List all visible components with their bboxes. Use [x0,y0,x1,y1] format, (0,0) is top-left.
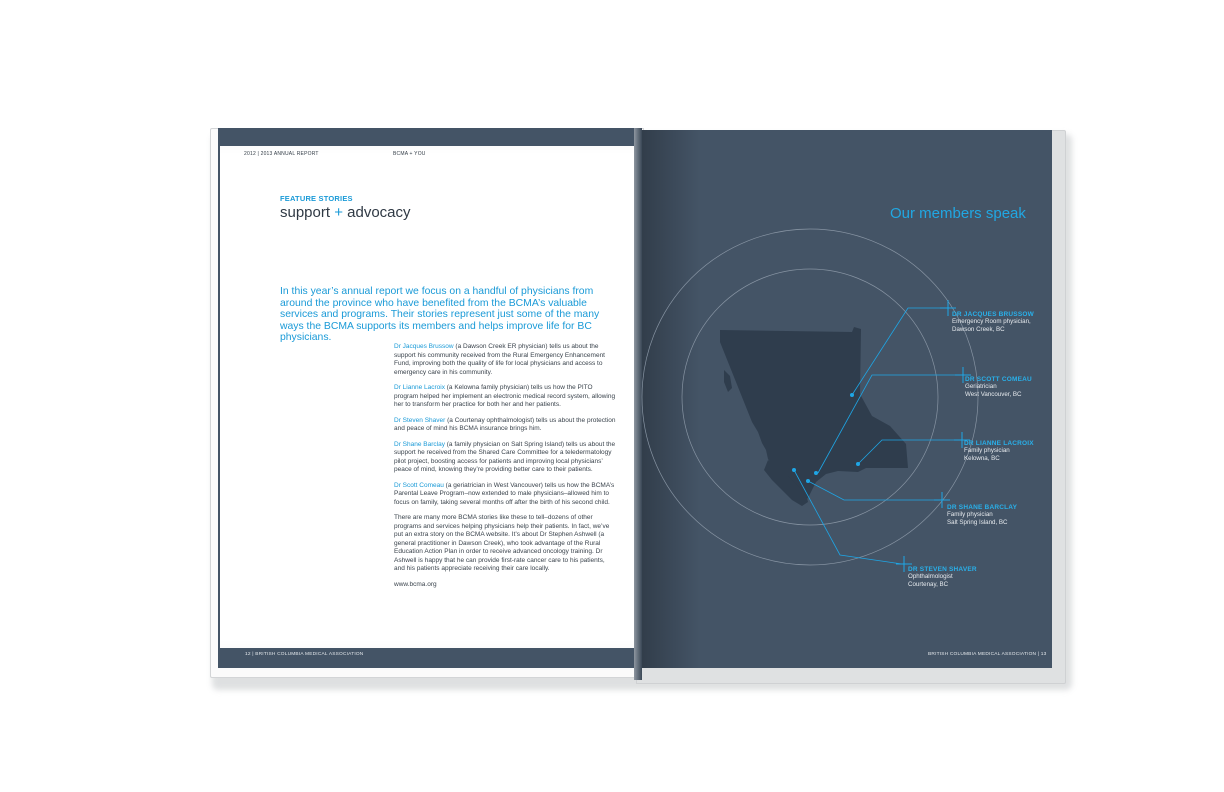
member-location: Dawson Creek, BC [952,325,1005,333]
member-name: DR STEVEN SHAVER [908,566,977,573]
member-role: Emergency Room physician, [952,318,1031,326]
intro-paragraph: In this year’s annual report we focus on a handful of physicians from around the province who have benefited from the BCMA’s valuable services and programs. Their stories represent just some of the many ways the BCMA supports its members and helps improve life for BC physicians. [280,286,600,344]
story-physician-name: Dr Shane Barclay [394,440,445,448]
member-location: Kelowna, BC [964,454,1000,462]
story-physician-name: Dr Steven Shaver [394,416,446,424]
title-part-2: advocacy [342,204,411,221]
plus-markers [896,300,971,572]
story-text: (a Dawson Creek ER physician) tells us about the support his community received from the Rural Emergency Enhancement Fund, improving both the quality of life for local physicians and access to emergency care in his community. [394,343,605,376]
haida-gwaii-shape [724,370,732,392]
title-plus: + [334,204,343,221]
leader-line-barclay [808,481,942,500]
story-paragraph [394,441,616,475]
member-role: Family physician [947,511,993,519]
member-role: Ophthalmologist [908,573,953,581]
left-footer: 12 | BRITISH COLUMBIA MEDICAL ASSOCIATION [245,652,364,657]
closing-paragraph: There are many more BCMA stories like these to tell–dozens of other programs and services helping physicians help their patients. In fact, we’ve put an extra story on the BCMA website. It’s about Dr Stephen Ashwell (a general practitioner in Dawson Creek), who took advantage of the Rural Education Action Plan in order to receive advanced oncology training. Dr Ashwell is happy that he can provide first-rate cancer care to his patients, and his patients appreciate receiving their care locally. [394,514,610,572]
member-name: DR SHANE BARCLAY [947,504,1018,511]
story-paragraph [394,482,616,508]
bc-province-shape [720,327,908,502]
location-dot [792,468,796,472]
member-label-lacroix [964,440,1034,462]
section-label: BCMA + YOU [393,151,426,157]
story-text: (a Courtenay ophthalmologist) tells us about the protection and peace of mind his BCMA insurance brings him. [394,416,616,432]
leader-line-brussow [852,308,948,395]
member-name: DR JACQUES BRUSSOW [952,311,1034,318]
story-text: (a family physician on Salt Spring Island) tells us about the support he received from the Shared Care Committee for a teledermatology pilot project, boosting access for patients and improving local physicians’ peace of mind, knowing they’re providing better care to their patients. [394,440,616,473]
member-location: West Vancouver, BC [965,390,1022,398]
member-label-barclay [947,504,1017,526]
member-role: Geriatrician [965,383,997,391]
member-role: Family physician [964,447,1010,455]
page-title [280,204,411,221]
member-name: DR SCOTT COMEAU [965,376,1032,383]
member-label-brussow [952,311,1034,333]
story-physician-name: Dr Lianne Lacroix [394,384,445,391]
report-label: 2012 | 2013 ANNUAL REPORT [244,151,319,157]
member-location: Salt Spring Island, BC [947,518,1008,526]
members-speak-title: Our members speak [890,205,1026,222]
stories-column [394,343,616,596]
location-dot [806,479,810,483]
story-physician-name: Dr Jacques Brussow [394,343,454,350]
story-paragraph [394,417,616,434]
story-text: (a geriatrician in West Vancouver) tells us how the BCMA’s Parental Leave Program–now extended to male physicians–allowed him to focus on family, taking several months off after the birth of his second child. [394,481,615,506]
member-label-comeau [965,376,1032,398]
story-text: (a Kelowna family physician) tells us how the PITO program helped her implement an electronic medical record system, allowing her to transform her practice for both her and her patients. [394,384,616,408]
story-paragraph [394,343,616,377]
member-label-shaver [908,566,977,588]
story-physician-name: Dr Scott Comeau [394,481,444,489]
location-dot [850,393,854,397]
story-paragraph [394,384,616,410]
feature-stories-kicker: FEATURE STORIES [280,194,353,203]
title-part-1: support [280,204,335,221]
location-dot [856,462,860,466]
website-link[interactable]: www.bcma.org [394,580,437,588]
member-location: Courtenay, BC [908,580,949,588]
bc-map-graphic [640,130,1052,668]
right-footer: BRITISH COLUMBIA MEDICAL ASSOCIATION | 13 [928,652,1047,657]
member-name: DR LIANNE LACROIX [964,440,1034,447]
location-dot [814,471,818,475]
